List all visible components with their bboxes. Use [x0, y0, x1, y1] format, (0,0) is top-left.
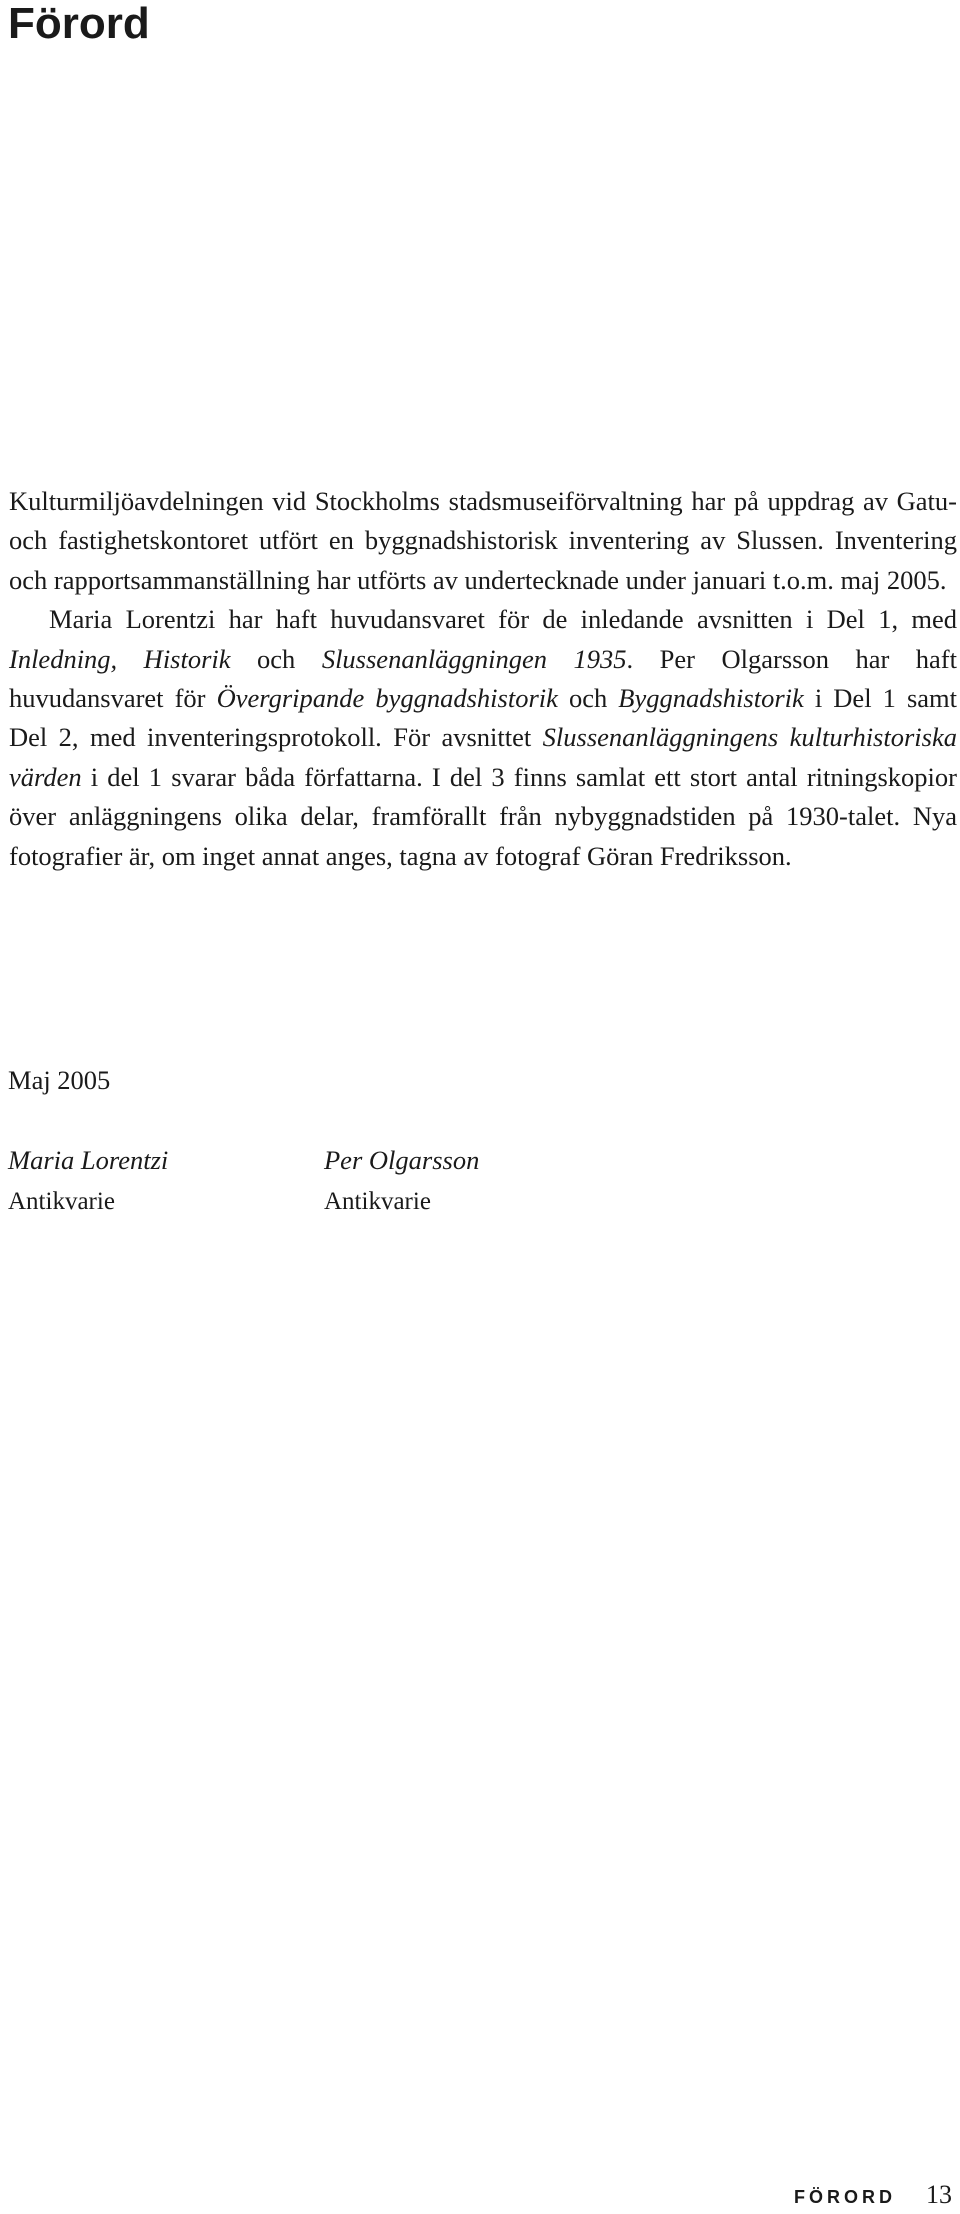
text-run: i Del 1 samt Del 2, med inventeringsprotokoll. För avsnittet: [9, 683, 957, 753]
signature-name: Maria Lorentzi: [8, 1145, 169, 1175]
italic-run: Inledning, Historik: [9, 643, 231, 674]
text-run: i del 1 svarar båda författarna. I del 3 finns samlat ett stort antal ritningskopior över anläggningens olika delar, framförallt från nybyggnadstiden på 1930-talet. Nya fotografier är, om inget annat anges, tagna av fotograf Göran Fredriksson.: [9, 761, 957, 871]
paragraph-2: [9, 600, 957, 876]
signature-name: Per Olgarsson: [324, 1145, 480, 1175]
text-run: Maria Lorentzi har haft huvudansvaret för de inledande avsnitten i Del 1, med: [49, 604, 957, 635]
paragraph-1: Kulturmiljöavdelningen vid Stockholms stadsmuseiförvaltning har på uppdrag av Gatu- och fastighetskontoret utfört en byggnadshistorisk inventering av Slussen. Inventering och rapportsammanställning har utförts av undertecknade under januari t.o.m. maj 2005.: [9, 486, 957, 595]
page-title: Förord: [8, 0, 150, 48]
italic-run: Slussenanläggningen 1935: [321, 643, 627, 674]
text-run: . Per Olgarsson har haft huvudansvaret för: [9, 643, 957, 714]
text-run: och: [557, 683, 619, 714]
signature-role: Antikvarie: [8, 1188, 115, 1215]
signature-role: Antikvarie: [324, 1188, 431, 1215]
date-line: Maj 2005: [8, 1065, 111, 1095]
body-text: [9, 482, 957, 876]
signature-maria-lorentzi: [8, 1143, 168, 1219]
italic-run: Övergripande byggnadshistorik: [216, 683, 558, 714]
text-run: och: [230, 643, 322, 674]
italic-run: Byggnadshistorik: [618, 683, 804, 714]
footer-section-label: FÖRORD: [794, 2187, 896, 2207]
page-footer: [794, 2180, 952, 2214]
page-number: 13: [926, 2180, 952, 2209]
italic-run: Slussenanläggningens kulturhistoriska värden: [9, 722, 957, 792]
signature-per-olgarsson: [324, 1143, 479, 1219]
